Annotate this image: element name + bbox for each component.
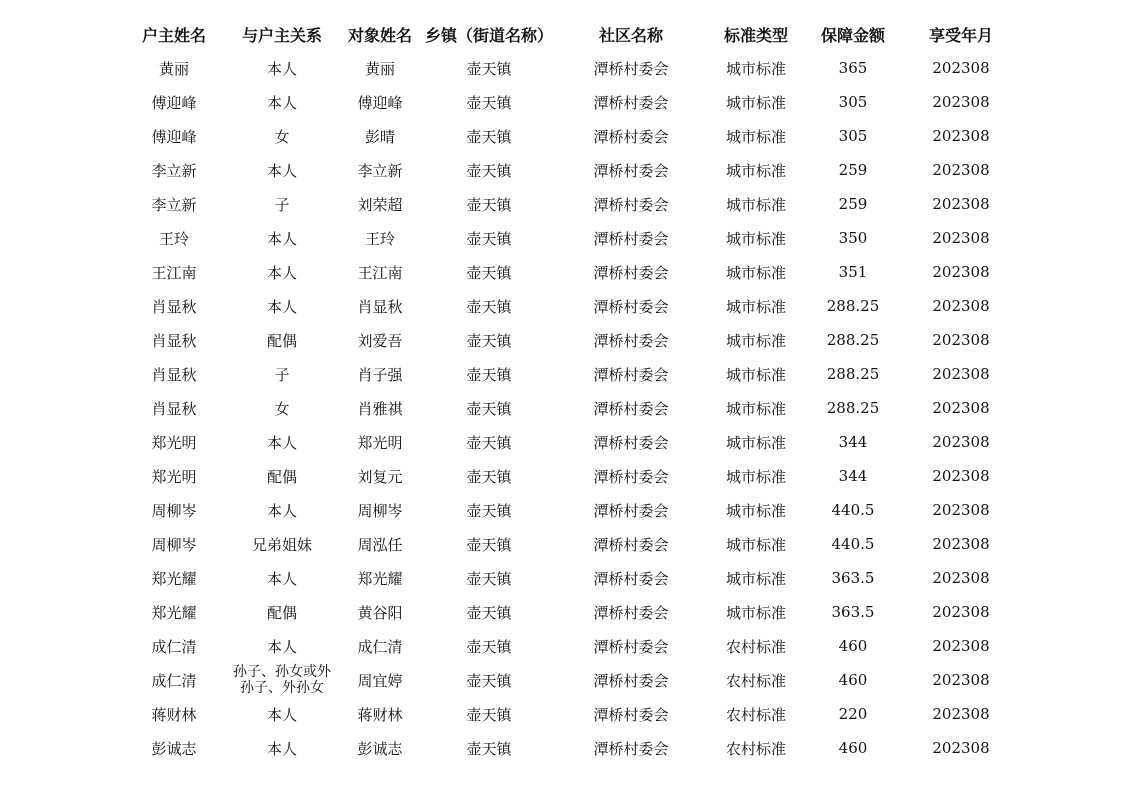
relation-cell: 本人: [266, 569, 297, 588]
amount-cell: 288.25: [826, 365, 880, 383]
amount-cell: 365: [838, 59, 868, 77]
relation-cell: 本人: [266, 93, 297, 112]
community-cell: 潭桥村委会: [593, 93, 669, 112]
head-name-cell: 成仁清: [151, 637, 197, 656]
person-name-cell: 傅迎峰: [357, 93, 403, 112]
table-row: [120, 697, 1020, 731]
amount-cell: 288.25: [826, 399, 880, 417]
amount-cell: 440.5: [831, 501, 875, 519]
person-name-cell: 肖显秋: [357, 297, 403, 316]
amount-cell: 259: [838, 161, 868, 179]
month-cell: 202308: [932, 263, 990, 281]
month-cell: 202308: [932, 331, 990, 349]
month-cell: 202308: [932, 433, 990, 451]
standard-type-cell: 城市标准: [725, 195, 786, 214]
community-cell: 潭桥村委会: [593, 467, 669, 486]
month-cell: 202308: [932, 501, 990, 519]
community-cell: 潭桥村委会: [593, 399, 669, 418]
community-cell: 潭桥村委会: [593, 637, 669, 656]
relation-cell: 女: [274, 127, 290, 146]
head-name-cell: 郑光明: [151, 467, 197, 486]
header-town: 乡镇（街道名称）: [424, 25, 553, 45]
relation-cell: 配偶: [266, 603, 297, 622]
person-name-cell: 肖子强: [357, 365, 403, 384]
amount-cell: 460: [838, 739, 868, 757]
standard-type-cell: 城市标准: [725, 161, 786, 180]
head-name-cell: 蒋财林: [151, 705, 197, 724]
head-name-cell: 傅迎峰: [151, 93, 197, 112]
table-row: [120, 561, 1020, 595]
amount-cell: 305: [838, 127, 868, 145]
subsidy-table: [120, 17, 1020, 765]
document-page: [120, 17, 1020, 765]
amount-cell: 259: [838, 195, 868, 213]
month-cell: 202308: [932, 705, 990, 723]
person-name-cell: 刘复元: [357, 467, 403, 486]
amount-cell: 440.5: [831, 535, 875, 553]
standard-type-cell: 城市标准: [725, 365, 786, 384]
community-cell: 潭桥村委会: [593, 501, 669, 520]
relation-cell: 本人: [266, 433, 297, 452]
relation-cell: 本人: [266, 229, 297, 248]
community-cell: 潭桥村委会: [593, 705, 669, 724]
month-cell: 202308: [932, 297, 990, 315]
person-name-cell: 王玲: [364, 229, 395, 248]
person-name-cell: 彭诚志: [357, 739, 403, 758]
month-cell: 202308: [932, 59, 990, 77]
standard-type-cell: 城市标准: [725, 93, 786, 112]
town-cell: 壶天镇: [466, 297, 512, 316]
head-name-cell: 郑光耀: [151, 603, 197, 622]
table-row: [120, 153, 1020, 187]
town-cell: 壶天镇: [466, 739, 512, 758]
town-cell: 壶天镇: [466, 195, 512, 214]
standard-type-cell: 城市标准: [725, 127, 786, 146]
header-relation: 与户主关系: [241, 25, 322, 45]
person-name-cell: 刘爱吾: [357, 331, 403, 350]
community-cell: 潭桥村委会: [593, 229, 669, 248]
relation-cell: 本人: [266, 59, 297, 78]
header-person-name: 对象姓名: [347, 25, 412, 45]
header-amount: 保障金额: [820, 25, 885, 45]
town-cell: 壶天镇: [466, 263, 512, 282]
month-cell: 202308: [932, 535, 990, 553]
town-cell: 壶天镇: [466, 535, 512, 554]
header-head-name: 户主姓名: [141, 25, 206, 45]
town-cell: 壶天镇: [466, 331, 512, 350]
amount-cell: 460: [838, 671, 868, 689]
town-cell: 壶天镇: [466, 93, 512, 112]
amount-cell: 363.5: [831, 569, 875, 587]
relation-cell: 子: [274, 365, 290, 384]
relation-cell: 配偶: [266, 467, 297, 486]
town-cell: 壶天镇: [466, 467, 512, 486]
amount-cell: 305: [838, 93, 868, 111]
person-name-cell: 蒋财林: [357, 705, 403, 724]
community-cell: 潭桥村委会: [593, 535, 669, 554]
month-cell: 202308: [932, 229, 990, 247]
person-name-cell: 肖雅祺: [357, 399, 403, 418]
relation-cell: 本人: [266, 637, 297, 656]
standard-type-cell: 城市标准: [725, 569, 786, 588]
table-row: [120, 731, 1020, 765]
standard-type-cell: 城市标准: [725, 433, 786, 452]
table-row: [120, 425, 1020, 459]
town-cell: 壶天镇: [466, 59, 512, 78]
standard-type-cell: 农村标准: [725, 637, 786, 656]
relation-cell: 孙子、孙女或外孙子、外孙女: [233, 664, 331, 696]
person-name-cell: 周柳岑: [357, 501, 403, 520]
table-row: [120, 85, 1020, 119]
month-cell: 202308: [932, 467, 990, 485]
table-row: [120, 289, 1020, 323]
community-cell: 潭桥村委会: [593, 195, 669, 214]
town-cell: 壶天镇: [466, 671, 512, 690]
month-cell: 202308: [932, 365, 990, 383]
head-name-cell: 肖显秋: [151, 399, 197, 418]
community-cell: 潭桥村委会: [593, 365, 669, 384]
month-cell: 202308: [932, 603, 990, 621]
standard-type-cell: 城市标准: [725, 263, 786, 282]
head-name-cell: 肖显秋: [151, 331, 197, 350]
head-name-cell: 王江南: [151, 263, 197, 282]
standard-type-cell: 城市标准: [725, 59, 786, 78]
amount-cell: 288.25: [826, 331, 880, 349]
relation-cell: 女: [274, 399, 290, 418]
month-cell: 202308: [932, 739, 990, 757]
community-cell: 潭桥村委会: [593, 569, 669, 588]
person-name-cell: 李立新: [357, 161, 403, 180]
head-name-cell: 周柳岑: [151, 535, 197, 554]
person-name-cell: 周宜婷: [357, 671, 403, 690]
town-cell: 壶天镇: [466, 569, 512, 588]
head-name-cell: 李立新: [151, 161, 197, 180]
month-cell: 202308: [932, 399, 990, 417]
head-name-cell: 王玲: [158, 229, 189, 248]
relation-cell: 本人: [266, 705, 297, 724]
standard-type-cell: 城市标准: [725, 501, 786, 520]
month-cell: 202308: [932, 93, 990, 111]
table-row: [120, 459, 1020, 493]
table-row: [120, 357, 1020, 391]
header-month: 享受年月: [928, 25, 993, 45]
standard-type-cell: 城市标准: [725, 535, 786, 554]
month-cell: 202308: [932, 637, 990, 655]
head-name-cell: 肖显秋: [151, 297, 197, 316]
standard-type-cell: 农村标准: [725, 739, 786, 758]
month-cell: 202308: [932, 569, 990, 587]
community-cell: 潭桥村委会: [593, 739, 669, 758]
relation-cell: 本人: [266, 297, 297, 316]
table-row: [120, 493, 1020, 527]
header-community: 社区名称: [598, 25, 663, 45]
amount-cell: 344: [838, 433, 868, 451]
table-row: [120, 663, 1020, 697]
community-cell: 潭桥村委会: [593, 161, 669, 180]
head-name-cell: 周柳岑: [151, 501, 197, 520]
relation-cell: 本人: [266, 263, 297, 282]
amount-cell: 351: [838, 263, 868, 281]
standard-type-cell: 城市标准: [725, 399, 786, 418]
head-name-cell: 郑光明: [151, 433, 197, 452]
amount-cell: 363.5: [831, 603, 875, 621]
amount-cell: 460: [838, 637, 868, 655]
person-name-cell: 郑光明: [357, 433, 403, 452]
head-name-cell: 郑光耀: [151, 569, 197, 588]
person-name-cell: 刘荣超: [357, 195, 403, 214]
amount-cell: 220: [838, 705, 868, 723]
person-name-cell: 彭晴: [364, 127, 395, 146]
person-name-cell: 黄谷阳: [357, 603, 403, 622]
town-cell: 壶天镇: [466, 501, 512, 520]
relation-cell: 本人: [266, 739, 297, 758]
amount-cell: 344: [838, 467, 868, 485]
month-cell: 202308: [932, 195, 990, 213]
table-body: [120, 51, 1020, 765]
community-cell: 潭桥村委会: [593, 331, 669, 350]
table-row: [120, 187, 1020, 221]
header-standard-type: 标准类型: [723, 25, 788, 45]
table-row: [120, 391, 1020, 425]
town-cell: 壶天镇: [466, 161, 512, 180]
standard-type-cell: 城市标准: [725, 229, 786, 248]
standard-type-cell: 城市标准: [725, 467, 786, 486]
person-name-cell: 王江南: [357, 263, 403, 282]
person-name-cell: 周泓任: [357, 535, 403, 554]
head-name-cell: 成仁清: [151, 671, 197, 690]
table-row: [120, 595, 1020, 629]
standard-type-cell: 城市标准: [725, 297, 786, 316]
table-row: [120, 323, 1020, 357]
person-name-cell: 郑光耀: [357, 569, 403, 588]
standard-type-cell: 城市标准: [725, 603, 786, 622]
town-cell: 壶天镇: [466, 637, 512, 656]
standard-type-cell: 农村标准: [725, 671, 786, 690]
table-header-row: [120, 17, 1020, 51]
table-row: [120, 51, 1020, 85]
table-row: [120, 527, 1020, 561]
town-cell: 壶天镇: [466, 603, 512, 622]
table-row: [120, 119, 1020, 153]
town-cell: 壶天镇: [466, 229, 512, 248]
relation-cell: 本人: [266, 501, 297, 520]
community-cell: 潭桥村委会: [593, 603, 669, 622]
table-row: [120, 629, 1020, 663]
head-name-cell: 傅迎峰: [151, 127, 197, 146]
town-cell: 壶天镇: [466, 365, 512, 384]
relation-cell: 子: [274, 195, 290, 214]
amount-cell: 288.25: [826, 297, 880, 315]
month-cell: 202308: [932, 161, 990, 179]
community-cell: 潭桥村委会: [593, 671, 669, 690]
head-name-cell: 彭诚志: [151, 739, 197, 758]
community-cell: 潭桥村委会: [593, 433, 669, 452]
community-cell: 潭桥村委会: [593, 127, 669, 146]
town-cell: 壶天镇: [466, 705, 512, 724]
town-cell: 壶天镇: [466, 127, 512, 146]
head-name-cell: 黄丽: [158, 59, 189, 78]
table-row: [120, 221, 1020, 255]
relation-cell: 配偶: [266, 331, 297, 350]
person-name-cell: 黄丽: [364, 59, 395, 78]
town-cell: 壶天镇: [466, 433, 512, 452]
standard-type-cell: 城市标准: [725, 331, 786, 350]
community-cell: 潭桥村委会: [593, 263, 669, 282]
relation-cell: 本人: [266, 161, 297, 180]
table-row: [120, 255, 1020, 289]
head-name-cell: 肖显秋: [151, 365, 197, 384]
community-cell: 潭桥村委会: [593, 59, 669, 78]
relation-cell: 兄弟姐妹: [251, 535, 312, 554]
head-name-cell: 李立新: [151, 195, 197, 214]
amount-cell: 350: [838, 229, 868, 247]
month-cell: 202308: [932, 127, 990, 145]
community-cell: 潭桥村委会: [593, 297, 669, 316]
town-cell: 壶天镇: [466, 399, 512, 418]
person-name-cell: 成仁清: [357, 637, 403, 656]
month-cell: 202308: [932, 671, 990, 689]
standard-type-cell: 农村标准: [725, 705, 786, 724]
